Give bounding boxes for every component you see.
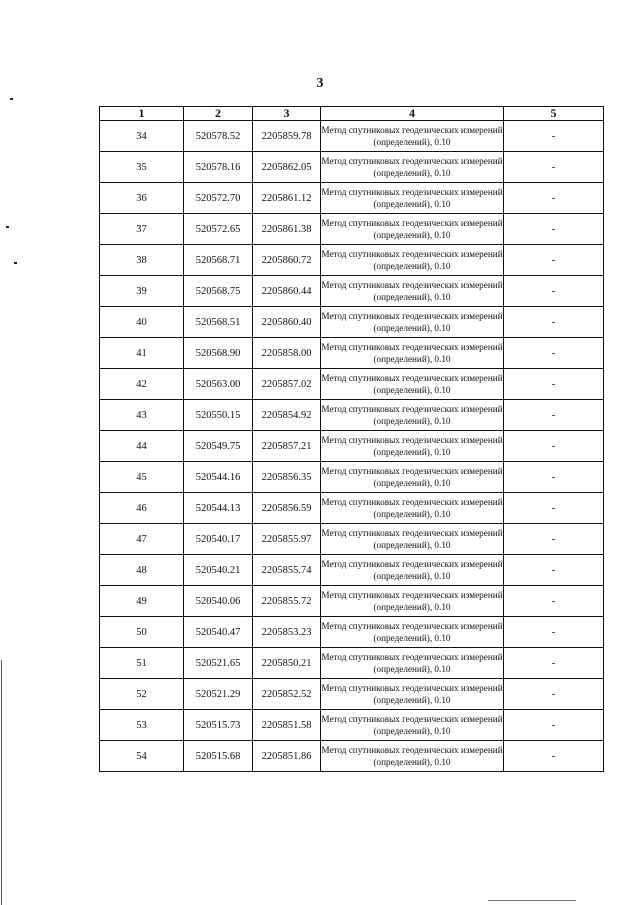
point-number-cell: 53 xyxy=(100,710,184,741)
x-coordinate-cell: 520563.00 xyxy=(184,369,253,400)
y-coordinate-cell: 2205858.00 xyxy=(253,338,321,369)
y-coordinate-cell: 2205853.23 xyxy=(253,617,321,648)
point-number-cell: 38 xyxy=(100,245,184,276)
method-cell: Метод спутниковых геодезических измерений (определений), 0.10 xyxy=(321,648,504,679)
table-header-row xyxy=(100,107,604,121)
y-coordinate-cell: 2205851.58 xyxy=(253,710,321,741)
coordinates-table xyxy=(99,106,604,772)
column-header: 2 xyxy=(184,107,253,121)
table-row xyxy=(100,648,604,679)
column5-cell: - xyxy=(504,369,604,400)
table-row xyxy=(100,741,604,772)
y-coordinate-cell: 2205860.44 xyxy=(253,276,321,307)
table-row xyxy=(100,183,604,214)
method-cell: Метод спутниковых геодезических измерений (определений), 0.10 xyxy=(321,493,504,524)
y-coordinate-cell: 2205851.86 xyxy=(253,741,321,772)
y-coordinate-cell: 2205859.78 xyxy=(253,121,321,152)
method-cell: Метод спутниковых геодезических измерений (определений), 0.10 xyxy=(321,555,504,586)
method-cell: Метод спутниковых геодезических измерений (определений), 0.10 xyxy=(321,183,504,214)
point-number-cell: 48 xyxy=(100,555,184,586)
point-number-cell: 35 xyxy=(100,152,184,183)
x-coordinate-cell: 520540.06 xyxy=(184,586,253,617)
y-coordinate-cell: 2205855.74 xyxy=(253,555,321,586)
y-coordinate-cell: 2205860.40 xyxy=(253,307,321,338)
table-row xyxy=(100,121,604,152)
y-coordinate-cell: 2205852.52 xyxy=(253,679,321,710)
column5-cell: - xyxy=(504,307,604,338)
column5-cell: - xyxy=(504,214,604,245)
method-cell: Метод спутниковых геодезических измерений (определений), 0.10 xyxy=(321,369,504,400)
method-cell: Метод спутниковых геодезических измерений (определений), 0.10 xyxy=(321,710,504,741)
column5-cell: - xyxy=(504,586,604,617)
x-coordinate-cell: 520550.15 xyxy=(184,400,253,431)
x-coordinate-cell: 520572.70 xyxy=(184,183,253,214)
x-coordinate-cell: 520540.17 xyxy=(184,524,253,555)
column5-cell: - xyxy=(504,710,604,741)
column5-cell: - xyxy=(504,679,604,710)
point-number-cell: 46 xyxy=(100,493,184,524)
page-number: 3 xyxy=(316,76,324,91)
x-coordinate-cell: 520549.75 xyxy=(184,431,253,462)
point-number-cell: 54 xyxy=(100,741,184,772)
point-number-cell: 43 xyxy=(100,400,184,431)
y-coordinate-cell: 2205860.72 xyxy=(253,245,321,276)
point-number-cell: 45 xyxy=(100,462,184,493)
column5-cell: - xyxy=(504,431,604,462)
table-row xyxy=(100,617,604,648)
y-coordinate-cell: 2205861.12 xyxy=(253,183,321,214)
table-row xyxy=(100,431,604,462)
table-row xyxy=(100,369,604,400)
column-header: 1 xyxy=(100,107,184,121)
column-header: 4 xyxy=(321,107,504,121)
scan-mark xyxy=(6,226,9,228)
method-cell: Метод спутниковых геодезических измерений (определений), 0.10 xyxy=(321,617,504,648)
y-coordinate-cell: 2205857.21 xyxy=(253,431,321,462)
y-coordinate-cell: 2205856.35 xyxy=(253,462,321,493)
point-number-cell: 44 xyxy=(100,431,184,462)
table-row xyxy=(100,245,604,276)
x-coordinate-cell: 520578.16 xyxy=(184,152,253,183)
scan-mark xyxy=(14,262,17,264)
x-coordinate-cell: 520544.13 xyxy=(184,493,253,524)
point-number-cell: 37 xyxy=(100,214,184,245)
footer-line xyxy=(488,900,576,901)
column5-cell: - xyxy=(504,462,604,493)
table-row xyxy=(100,152,604,183)
table-row xyxy=(100,400,604,431)
y-coordinate-cell: 2205861.38 xyxy=(253,214,321,245)
point-number-cell: 51 xyxy=(100,648,184,679)
table-row xyxy=(100,586,604,617)
x-coordinate-cell: 520540.47 xyxy=(184,617,253,648)
point-number-cell: 47 xyxy=(100,524,184,555)
x-coordinate-cell: 520578.52 xyxy=(184,121,253,152)
column-header: 3 xyxy=(253,107,321,121)
y-coordinate-cell: 2205856.59 xyxy=(253,493,321,524)
column5-cell: - xyxy=(504,648,604,679)
method-cell: Метод спутниковых геодезических измерений (определений), 0.10 xyxy=(321,121,504,152)
column5-cell: - xyxy=(504,555,604,586)
table-row xyxy=(100,524,604,555)
point-number-cell: 42 xyxy=(100,369,184,400)
point-number-cell: 49 xyxy=(100,586,184,617)
column-header: 5 xyxy=(504,107,604,121)
method-cell: Метод спутниковых геодезических измерений (определений), 0.10 xyxy=(321,338,504,369)
method-cell: Метод спутниковых геодезических измерений (определений), 0.10 xyxy=(321,462,504,493)
point-number-cell: 39 xyxy=(100,276,184,307)
method-cell: Метод спутниковых геодезических измерений (определений), 0.10 xyxy=(321,431,504,462)
point-number-cell: 52 xyxy=(100,679,184,710)
table-row xyxy=(100,710,604,741)
x-coordinate-cell: 520540.21 xyxy=(184,555,253,586)
y-coordinate-cell: 2205850.21 xyxy=(253,648,321,679)
y-coordinate-cell: 2205857.02 xyxy=(253,369,321,400)
column5-cell: - xyxy=(504,121,604,152)
x-coordinate-cell: 520521.65 xyxy=(184,648,253,679)
point-number-cell: 40 xyxy=(100,307,184,338)
method-cell: Метод спутниковых геодезических измерений (определений), 0.10 xyxy=(321,741,504,772)
column5-cell: - xyxy=(504,152,604,183)
table-row xyxy=(100,338,604,369)
column5-cell: - xyxy=(504,524,604,555)
method-cell: Метод спутниковых геодезических измерений (определений), 0.10 xyxy=(321,524,504,555)
table-row xyxy=(100,493,604,524)
method-cell: Метод спутниковых геодезических измерений (определений), 0.10 xyxy=(321,214,504,245)
column5-cell: - xyxy=(504,617,604,648)
table-row xyxy=(100,276,604,307)
table-body xyxy=(100,121,604,772)
x-coordinate-cell: 520515.73 xyxy=(184,710,253,741)
method-cell: Метод спутниковых геодезических измерений (определений), 0.10 xyxy=(321,245,504,276)
table-row xyxy=(100,679,604,710)
method-cell: Метод спутниковых геодезических измерений (определений), 0.10 xyxy=(321,276,504,307)
column5-cell: - xyxy=(504,493,604,524)
y-coordinate-cell: 2205855.72 xyxy=(253,586,321,617)
x-coordinate-cell: 520568.71 xyxy=(184,245,253,276)
x-coordinate-cell: 520544.16 xyxy=(184,462,253,493)
point-number-cell: 36 xyxy=(100,183,184,214)
table-row xyxy=(100,214,604,245)
method-cell: Метод спутниковых геодезических измерений (определений), 0.10 xyxy=(321,307,504,338)
table-row xyxy=(100,462,604,493)
column5-cell: - xyxy=(504,276,604,307)
point-number-cell: 34 xyxy=(100,121,184,152)
method-cell: Метод спутниковых геодезических измерений (определений), 0.10 xyxy=(321,586,504,617)
x-coordinate-cell: 520568.75 xyxy=(184,276,253,307)
point-number-cell: 41 xyxy=(100,338,184,369)
scan-mark xyxy=(10,98,13,100)
column5-cell: - xyxy=(504,338,604,369)
table-row xyxy=(100,555,604,586)
scan-edge-line xyxy=(1,660,2,905)
y-coordinate-cell: 2205855.97 xyxy=(253,524,321,555)
column5-cell: - xyxy=(504,245,604,276)
column5-cell: - xyxy=(504,741,604,772)
x-coordinate-cell: 520568.90 xyxy=(184,338,253,369)
method-cell: Метод спутниковых геодезических измерений (определений), 0.10 xyxy=(321,679,504,710)
y-coordinate-cell: 2205854.92 xyxy=(253,400,321,431)
method-cell: Метод спутниковых геодезических измерений (определений), 0.10 xyxy=(321,152,504,183)
y-coordinate-cell: 2205862.05 xyxy=(253,152,321,183)
x-coordinate-cell: 520515.68 xyxy=(184,741,253,772)
method-cell: Метод спутниковых геодезических измерений (определений), 0.10 xyxy=(321,400,504,431)
column5-cell: - xyxy=(504,400,604,431)
table-row xyxy=(100,307,604,338)
x-coordinate-cell: 520568.51 xyxy=(184,307,253,338)
point-number-cell: 50 xyxy=(100,617,184,648)
x-coordinate-cell: 520572.65 xyxy=(184,214,253,245)
column5-cell: - xyxy=(504,183,604,214)
x-coordinate-cell: 520521.29 xyxy=(184,679,253,710)
